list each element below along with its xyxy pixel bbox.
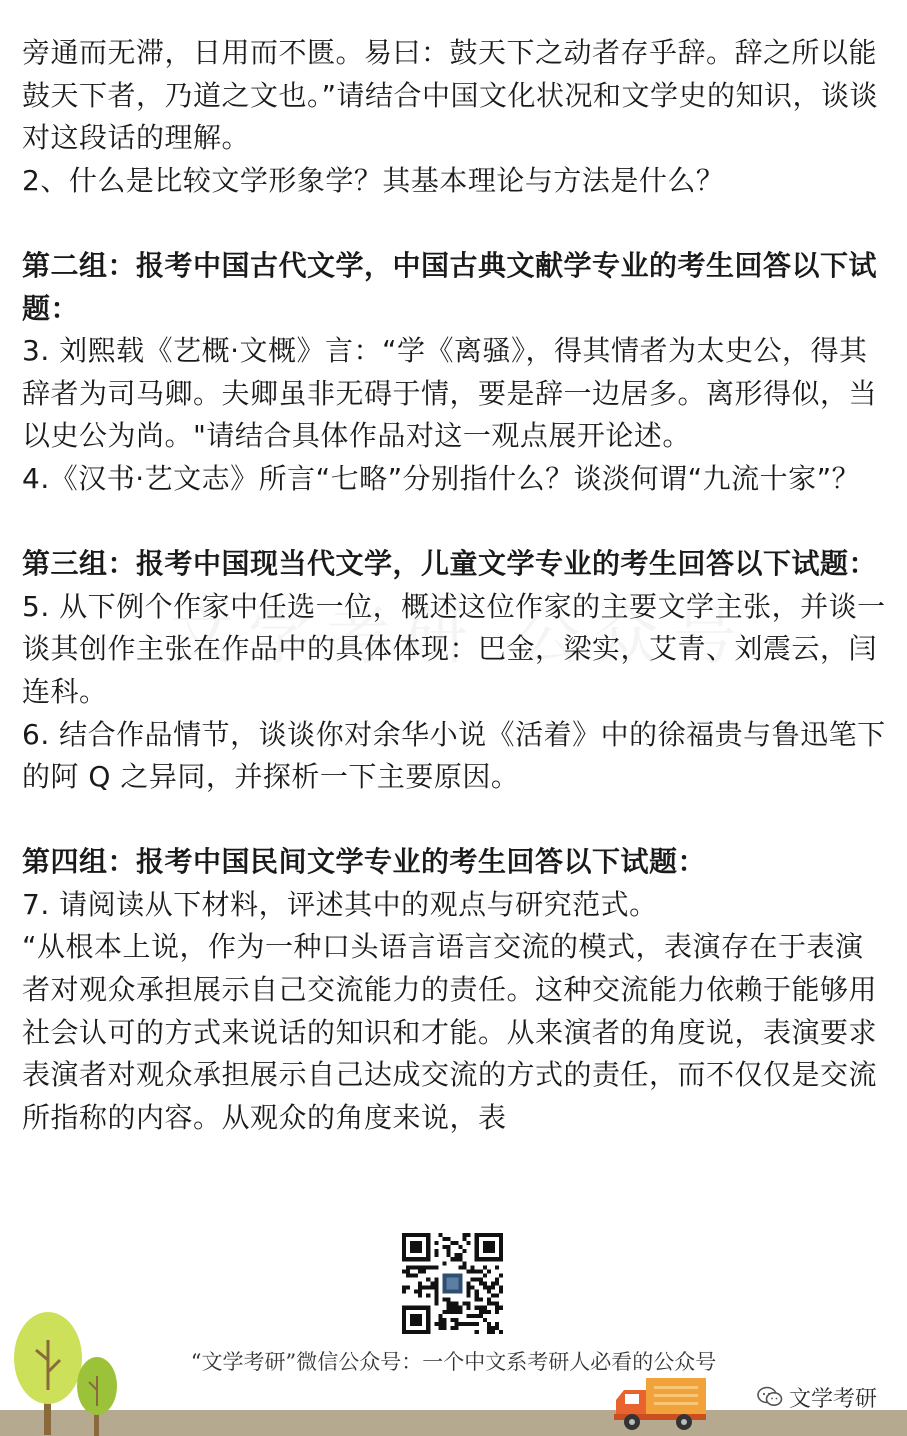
- account-brand: [757, 1382, 877, 1412]
- quoted-paragraph: “从根本上说，作为一种口头语言语言交流的模式，表演存在于表演者对观众承担展示自己交流能力的责任。这种交流能力依赖于能够用社会认可的方式来说话的知识和才能。从来演者的角度说，表演要求表演者对观众承担展示自己达成交流的方式的责任，而不仅仅是交流所指称的内容。从观众的角度来说，表: [22, 930, 878, 1134]
- ground-strip: [0, 1410, 907, 1436]
- section-heading: 第三组：报考中国现当代文学，儿童文学专业的考生回答以下试题：: [22, 547, 878, 581]
- paragraph: 4.《汉书·艺文志》所言“七略”分别指什么？谈淡何谓“九流十家”？: [22, 461, 861, 495]
- wechat-icon: [757, 1386, 783, 1408]
- footer-caption: “文学考研”微信公众号：一个中文系考研人必看的公众号: [190, 1350, 717, 1374]
- tree-icon: [76, 1356, 118, 1436]
- paragraph: 6. 结合作品情节，谈谈你对余华小说《活着》中的徐福贵与鲁迅笔下的阿 Q 之异同，并探析一下主要原因。: [22, 717, 886, 794]
- paragraph: 7. 请阅读从下材料，评述其中的观点与研究范式。: [22, 887, 658, 921]
- qr-code-icon: [402, 1233, 503, 1334]
- account-name: 文学考研: [789, 1386, 878, 1412]
- delivery-truck-icon: [612, 1376, 708, 1432]
- section-heading: 第四组：报考中国民间文学专业的考生回答以下试题：: [22, 845, 707, 879]
- paragraph: 3. 刘熙载《艺概·文概》言：“学《离骚》，得其情者为太史公，得其辞者为司马卿。夫卿虽非无碍于情，要是辞一边居多。离形得似，当以史公为尚。"请结合具体作品对这一观点展开论述。: [22, 334, 878, 453]
- section-heading: 第二组：报考中国古代文学，中国古典文献学专业的考生回答以下试题：: [22, 248, 878, 325]
- blank-line: [22, 799, 888, 842]
- tree-icon: [12, 1310, 84, 1435]
- paragraph: 2、什么是比较文学形象学？其基本理论与方法是什么？: [22, 163, 725, 197]
- paragraph: 5. 从下例个作家中任选一位，概述这位作家的主要文学主张，并谈一谈其创作主张在作品中的具体体现：巴金，梁实，艾青、刘震云，闫连科。: [22, 589, 886, 708]
- paragraph: 旁通而无滞，日用而不匮。易曰：鼓天下之动者存乎辞。辞之所以能鼓天下者，乃道之文也。”请结合中国文化状况和文学史的知识，谈谈对这段话的理解。: [22, 36, 879, 155]
- blank-line: [22, 202, 888, 245]
- blank-line: [22, 501, 888, 544]
- article-body: [22, 32, 888, 1139]
